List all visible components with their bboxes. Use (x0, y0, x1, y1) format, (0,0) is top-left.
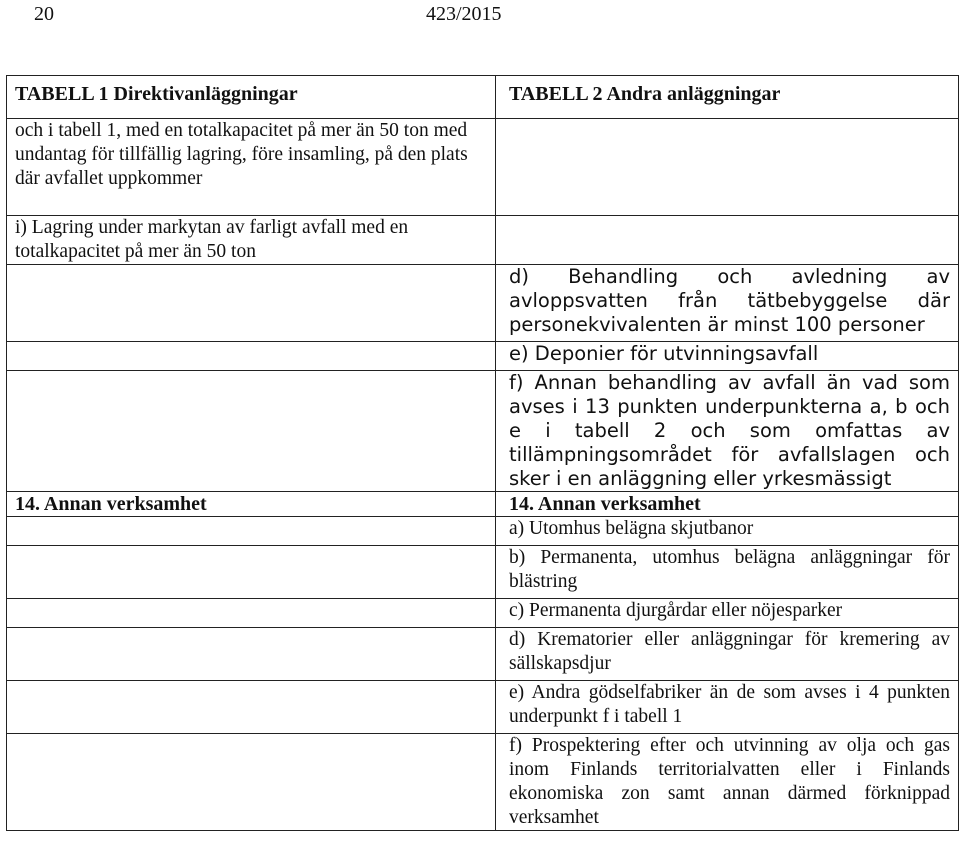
right-item-e-cell: e) Deponier för utvinningsavfall (496, 342, 959, 371)
empty-cell (7, 371, 496, 492)
section-right-heading: 14. Annan verksamhet (496, 492, 959, 517)
table-row (7, 681, 959, 734)
left-intro-cell: och i tabell 1, med en totalkapacitet på mer än 50 ton med undantag för tillfällig lagring, före insamling, på den plats där avfallet uppkommer (7, 119, 496, 216)
section-item-b-cell: b) Permanenta, utomhus belägna anläggningar för blästring (496, 546, 959, 599)
section-item-d-cell: d) Krematorier eller anläggningar för kremering av sällskapsdjur (496, 628, 959, 681)
table-row (7, 599, 959, 628)
table-row (7, 734, 959, 831)
page-number: 20 (34, 3, 54, 25)
section-header-row (7, 492, 959, 517)
empty-cell (7, 681, 496, 734)
table-row (7, 371, 959, 492)
empty-cell (7, 342, 496, 371)
section-item-f-cell: f) Prospektering efter och utvinning av olja och gas inom Finlands territorialvatten eller i Finlands ekonomiska zon samt annan därmed förknippad verksamhet (496, 734, 959, 831)
table-row (7, 265, 959, 342)
empty-cell (7, 265, 496, 342)
table-row (7, 119, 959, 216)
left-table-heading: TABELL 1 Direktivanläggningar (7, 76, 496, 119)
table-row (7, 342, 959, 371)
section-item-c-cell: c) Permanenta djurgårdar eller nöjesparker (496, 599, 959, 628)
table-row (7, 546, 959, 599)
section-item-a-cell: a) Utomhus belägna skjutbanor (496, 517, 959, 546)
empty-cell (496, 119, 959, 216)
right-table-heading: TABELL 2 Andra anläggningar (496, 76, 959, 119)
document-number: 423/2015 (426, 3, 502, 25)
empty-cell (7, 734, 496, 831)
table-header-row (7, 76, 959, 119)
empty-cell (7, 546, 496, 599)
section-item-e-cell: e) Andra gödselfabriker än de som avses i 4 punkten underpunkt f i tabell 1 (496, 681, 959, 734)
table-row (7, 517, 959, 546)
right-item-f-cell: f) Annan behandling av avfall än vad som avses i 13 punkten underpunkterna a, b och e i tabell 2 och som omfattas av tillämpningsområdet för avfallslagen och sker i en anläggning eller yrkesmässigt (496, 371, 959, 492)
table-row (7, 216, 959, 265)
section-left-heading: 14. Annan verksamhet (7, 492, 496, 517)
empty-cell (7, 517, 496, 546)
left-item-i-cell: i) Lagring under markytan av farligt avfall med en totalkapacitet på mer än 50 ton (7, 216, 496, 265)
permit-table (6, 75, 959, 831)
right-item-d-cell: d) Behandling och avledning av avloppsvatten från tätbebyggelse där personekvivalenten är minst 100 personer (496, 265, 959, 342)
empty-cell (496, 216, 959, 265)
table-row (7, 628, 959, 681)
empty-cell (7, 628, 496, 681)
empty-cell (7, 599, 496, 628)
